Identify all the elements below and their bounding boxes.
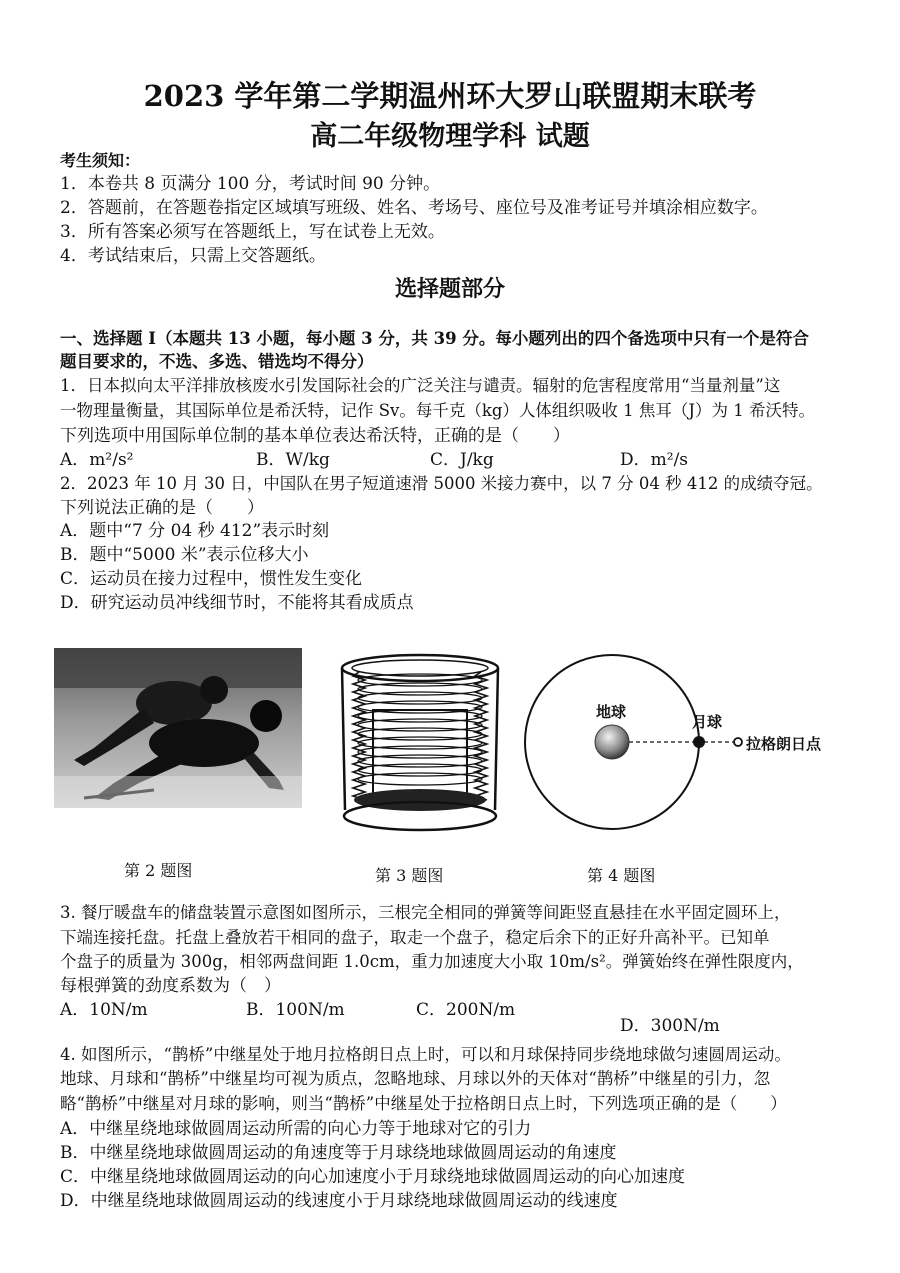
q1-option-a: A．m²/s² bbox=[60, 450, 134, 470]
notice-heading: 考生须知： bbox=[60, 151, 141, 170]
figure-4-caption: 第 4 题图 bbox=[587, 866, 656, 885]
section-title: 选择题部分 bbox=[394, 276, 505, 302]
figure-3-caption: 第 3 题图 bbox=[375, 866, 444, 885]
q3-option-b: B．100N/m bbox=[246, 1000, 345, 1020]
q3-option-c: C．200N/m bbox=[416, 1000, 516, 1020]
q1-stem: 1．日本拟向太平洋排放核废水引发国际社会的广泛关注与谴责。辐射的危害程度常用“当量剂量”这 bbox=[60, 376, 781, 395]
notice-item: 2．答题前，在答题卷指定区域填写班级、姓名、考场号、座位号及准考证号并填涂相应数字。 bbox=[60, 198, 768, 218]
q1-stem: 一物理量衡量，其国际单位是希沃特，记作 Sv。每千克（kg）人体组织吸收 1 焦耳（J）为 1 希沃特。 bbox=[60, 401, 816, 420]
spring-plate-diagram bbox=[335, 650, 505, 840]
q1-stem: 下列选项中用国际单位制的基本单位表达希沃特，正确的是（ ） bbox=[60, 426, 570, 446]
q4-stem: 地球、月球和“鹊桥”中继星均可视为质点，忽略地球、月球以外的天体对“鹊桥”中继星的引力，忽 bbox=[60, 1069, 771, 1088]
part1-header-cont: 题目要求的，不选、多选、错选均不得分） bbox=[60, 352, 374, 371]
q3-stem: 下端连接托盘。托盘上叠放若干相同的盘子，取走一个盘子，稳定后余下的正好升高补平。已知单 bbox=[60, 928, 770, 947]
q4-option-a: A．中继星绕地球做圆周运动所需的向心力等于地球对它的引力 bbox=[60, 1119, 532, 1139]
q2-stem: 2．2023 年 10 月 30 日，中国队在男子短道速滑 5000 米接力赛中，以 7 分 04 秒 412 的成绩夺冠。 bbox=[60, 474, 823, 493]
q4-option-b: B．中继星绕地球做圆周运动的角速度等于月球绕地球做圆周运动的角速度 bbox=[60, 1143, 617, 1163]
q3-stem: 个盘子的质量为 300g，相邻两盘间距 1.0cm，重力加速度大小取 10m/s²。弹簧始终在弹性限度内， bbox=[60, 952, 804, 971]
q1-option-b: B．W/kg bbox=[256, 450, 330, 470]
q2-option-c: C．运动员在接力过程中，惯性发生变化 bbox=[60, 569, 363, 589]
speed-skating-photo bbox=[54, 648, 302, 808]
q3-option-d: D．300N/m bbox=[620, 1016, 720, 1036]
part1-header: 一、选择题 I（本题共 13 小题，每小题 3 分，共 39 分。每小题列出的四个备选项中只有一个是符合 bbox=[60, 329, 809, 348]
q3-stem: 3. 餐厅暖盘车的储盘装置示意图如图所示，三根完全相同的弹簧等间距竖直悬挂在水平固定圆环上， bbox=[60, 903, 791, 922]
q2-option-d: D．研究运动员冲线细节时，不能将其看成质点 bbox=[60, 593, 414, 613]
q3-option-a: A．10N/m bbox=[60, 1000, 148, 1020]
exam-title: 2023 学年第二学期温州环大罗山联盟期末联考 bbox=[143, 79, 757, 113]
q4-option-d: D．中继星绕地球做圆周运动的线速度小于月球绕地球做圆周运动的线速度 bbox=[60, 1191, 618, 1211]
q1-option-c: C．J/kg bbox=[430, 450, 494, 470]
q2-stem: 下列说法正确的是（ ） bbox=[60, 498, 264, 518]
exam-subtitle: 高二年级物理学科 试题 bbox=[310, 121, 590, 152]
notice-item: 1．本卷共 8 页满分 100 分，考试时间 90 分钟。 bbox=[60, 174, 441, 194]
q2-option-b: B．题中“5000 米”表示位移大小 bbox=[60, 545, 309, 565]
q3-stem: 每根弹簧的劲度系数为（ ） bbox=[60, 976, 281, 996]
q4-stem: 4. 如图所示，“鹊桥”中继星处于地月拉格朗日点上时，可以和月球保持同步绕地球做匀速圆周运动。 bbox=[60, 1045, 791, 1064]
notice-item: 3．所有答案必须写在答题纸上，写在试卷上无效。 bbox=[60, 222, 445, 242]
lagrange-point-label: 拉格朗日点 bbox=[746, 735, 822, 753]
moon-label: 月球 bbox=[692, 713, 723, 731]
q2-option-a: A．题中“7 分 04 秒 412”表示时刻 bbox=[60, 521, 330, 541]
q4-stem: 略“鹊桥”中继星对月球的影响，则当“鹊桥”中继星处于拉格朗日点上时，下列选项正确的是（ ） bbox=[60, 1094, 787, 1113]
figure-2-caption: 第 2 题图 bbox=[124, 861, 193, 880]
notice-item: 4．考试结束后，只需上交答题纸。 bbox=[60, 246, 326, 266]
earth-label: 地球 bbox=[596, 703, 627, 721]
q1-option-d: D．m²/s bbox=[620, 450, 689, 470]
q4-option-c: C．中继星绕地球做圆周运动的向心加速度小于月球绕地球做圆周运动的向心加速度 bbox=[60, 1167, 686, 1187]
